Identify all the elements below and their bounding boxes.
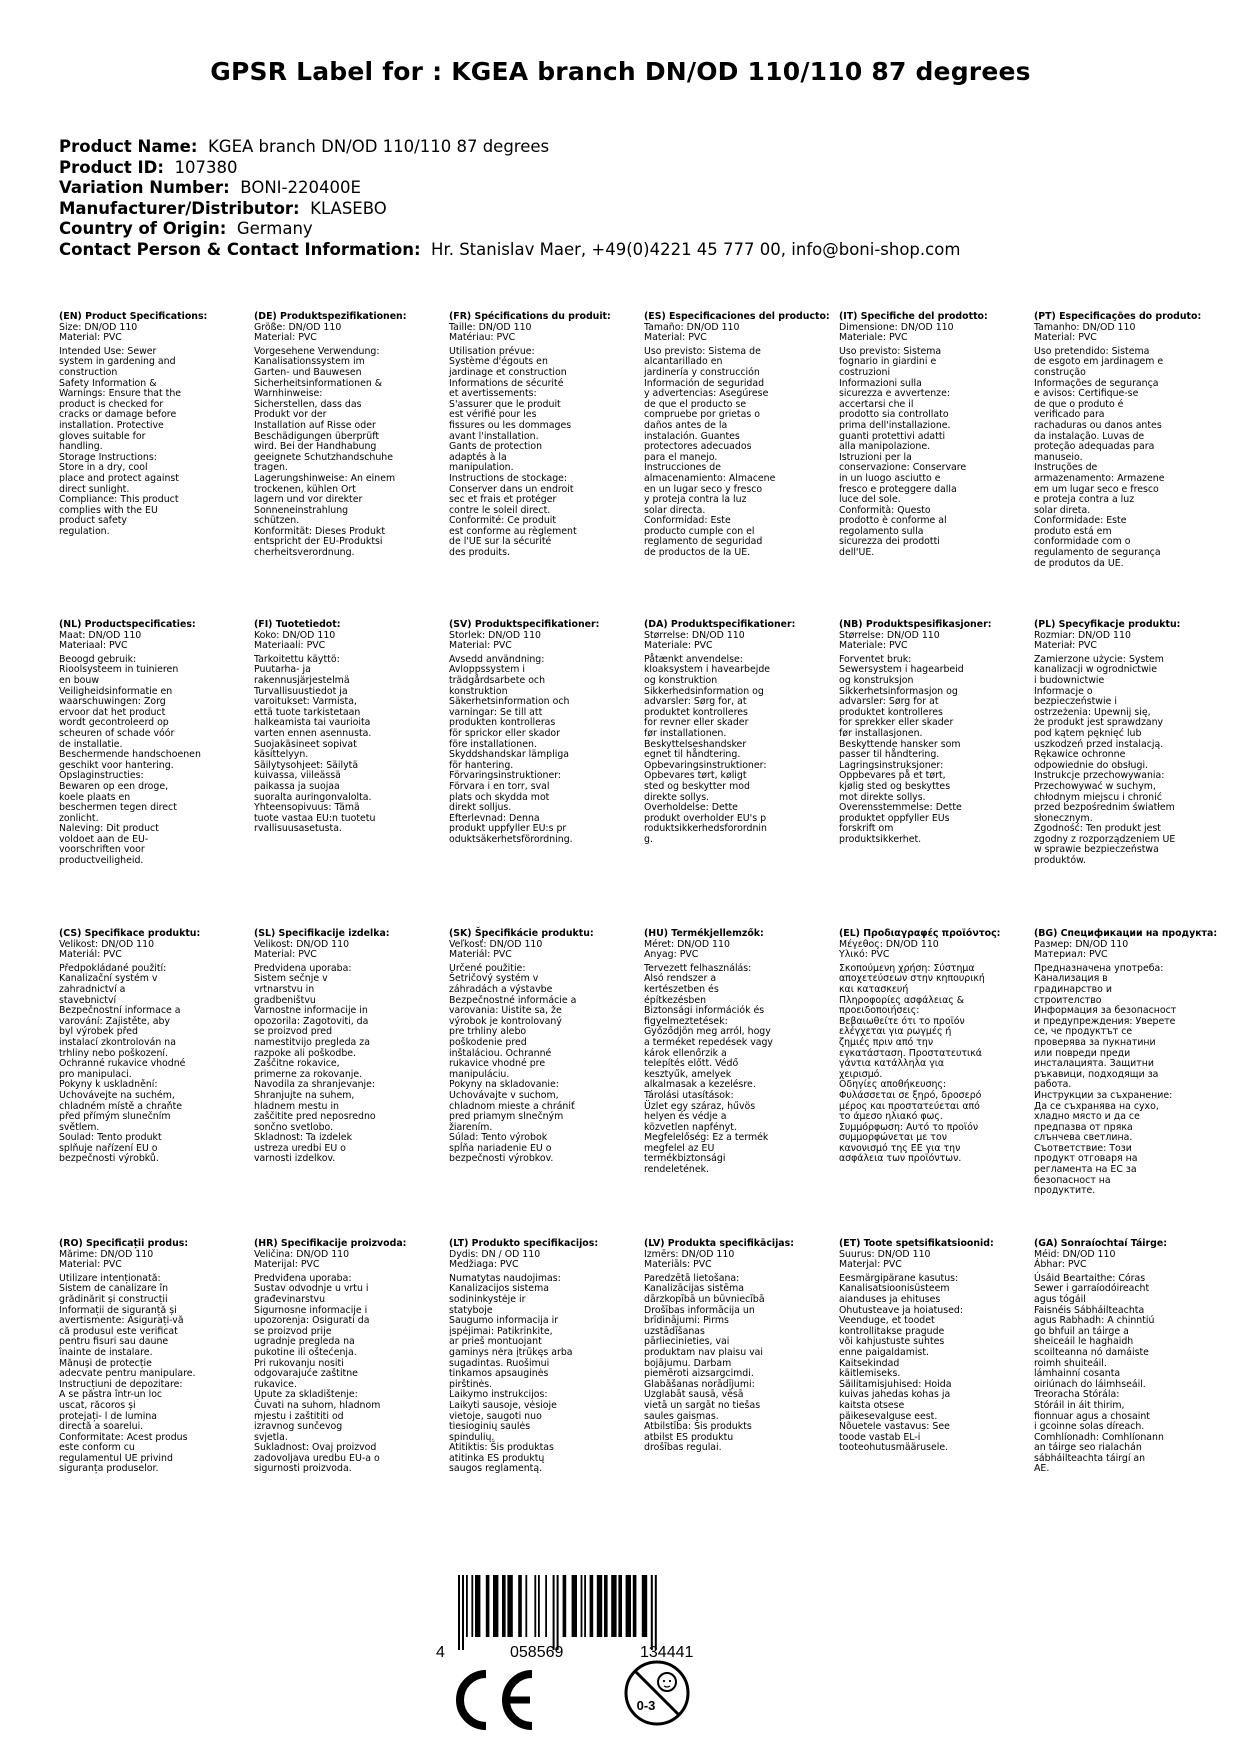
spec-block <box>449 929 639 1165</box>
spec-line: Uso pretendido: Sistema de esgoto em jardinagem e construção <box>1034 345 1164 378</box>
spec-block <box>449 1239 639 1475</box>
spec-line: Bezpečnostné informácie a varovania: Uistite sa, že výrobok je kontrolovaný pre trhliny alebo poškodenie pred inštaláciou. Ochranné rukavice vhodné pre manipuláciu. <box>449 994 577 1080</box>
spec-line: Megfelelőség: Ez a termék megfelel az EU termékbiztonsági rendeletének. <box>644 1132 769 1176</box>
spec-line: Instrucțiuni de depozitare: A se păstra într-un loc uscat, răcoros și protejați- l de lumina directă a soarelui. <box>59 1378 183 1433</box>
spec-line: Påtænkt anvendelse: kloaksystem i havearbejde og konstruktion <box>644 653 771 686</box>
spec-heading: (ES) Especificaciones del producto: <box>644 311 830 322</box>
spec-line: Informations de sécurité et avertissements: S'assurer que le produit est vérifié pour les fissures ou les dommages avant l'installation. Gants de protection adaptés à la manipulation. <box>449 377 572 474</box>
spec-line: Materiał: PVC <box>1034 640 1097 652</box>
spec-line: Atitiktis: Šis produktas atitinka ES produktų saugos reglamentą. <box>449 1442 554 1475</box>
spec-heading: (CS) Specifikace produktu: <box>59 928 201 939</box>
spec-block <box>1034 1239 1224 1475</box>
spec-line: Turvallisuustiedot ja varoitukset: Varmista, että tuote tarkistetaan halkeamista tai vaurioita varten ennen asennusta. Suojakäsineet sopivat käsittelyyn. <box>254 685 372 761</box>
spec-line: Rozmiar: DN/OD 110 <box>1034 629 1131 641</box>
spec-heading: (BG) Спецификации на продукта: <box>1034 928 1218 939</box>
barcode-bar <box>553 1575 555 1650</box>
info-row <box>59 219 960 240</box>
barcode-bar <box>534 1575 536 1637</box>
barcode-bar <box>538 1575 540 1637</box>
info-label: Contact Person & Contact Information: <box>59 239 421 259</box>
spec-line: Faisnéis Sábháilteachta agus Rabhadh: A chinntiú go bhfuil an táirge a sheiceáil le haghaidh scoilteanna nó damáiste roimh shuiteáil. lámhainní cosanta oiriúnach do láimhseáil. <box>1034 1304 1155 1390</box>
spec-heading: (DA) Produktspecifikationer: <box>644 619 796 630</box>
barcode-digits: 4 <box>436 1644 445 1660</box>
barcode-digits: 058569 <box>510 1644 564 1660</box>
spec-line: Materiale: PVC <box>839 332 908 344</box>
spec-block <box>1034 929 1224 1197</box>
spec-line: Størrelse: DN/OD 110 <box>839 629 940 641</box>
spec-line: Forventet bruk: Sewersystem i hagearbeid og konstruksjon <box>839 653 964 686</box>
spec-line: Lagerungshinweise: An einem trockenen, kühlen Ort lagern und vor direkter Sonneneinstrahlung schützen. <box>254 472 396 527</box>
spec-line: Izmērs: DN/OD 110 <box>644 1248 735 1260</box>
spec-line: Materiale: PVC <box>644 640 713 652</box>
barcode-bar <box>458 1575 460 1650</box>
spec-heading: (FR) Spécifications du produit: <box>449 311 611 322</box>
spec-line: Οδηγίες αποθήκευσης: Φυλάσσεται σε ξηρό, δροσερό μέρος και προστατεύεται από το άμεσο ηλιακό φως. <box>839 1079 982 1123</box>
spec-line: Predviđena uporaba: Sustav odvodnje u vrtu i građevinarstvu <box>254 1272 369 1305</box>
spec-line: Informacje o bezpieczeństwie i ostrzeżenia: Upewnij się, że produkt jest sprawdzany pod kątem pęknięć lub uszkodzeń przed instalacją. Rękawice ochronne odpowiednie do obsługi. <box>1034 685 1164 771</box>
spec-line: Informații de siguranță și avertismente: Asigurați-vă că produsul este verificat pentru fisuri sau daune înainte de instalare. Mănuși de protecție adecvate pentru manipulare. <box>59 1304 196 1380</box>
spec-line: Maat: DN/OD 110 <box>59 629 142 641</box>
spec-line: Paredzētā lietošana: Kanalizācijas sistēma dārzkopībā un būvniecībā <box>644 1272 765 1305</box>
spec-line: Conformità: Questo prodotto è conforme al regolamento sulla sicurezza dei prodotti dell'UE. <box>839 504 947 559</box>
spec-block <box>644 620 834 845</box>
spec-block <box>1034 312 1224 569</box>
spec-line: Předpokládané použití: Kanalizační systém v zahradnictví a stavebnictví <box>59 962 167 1006</box>
info-row <box>59 178 960 199</box>
spec-line: Размер: DN/OD 110 <box>1034 938 1129 950</box>
spec-line: Storage Instructions: Store in a dry, cool place and protect against direct sunlight. <box>59 451 179 495</box>
spec-line: Comhlíonadh: Comhlíonann an táirge seo rialachán sábháilteachta táirgí an AE. <box>1034 1431 1164 1475</box>
spec-line: Úsáid Beartaithe: Córas Sewer i garraíodóireacht agus tógáil <box>1034 1272 1150 1305</box>
spec-line: Πληροφορίες ασφάλειας & προειδοποιήσεις: Βεβαιωθείτε ότι το προϊόν ελέγχεται για ρωγμές ή ζημιές πριν από την εγκατάσταση. Προστατευτικά γάντια κατάλληλα για χειρισμό. <box>839 994 982 1080</box>
spec-line: Eesmärgipärane kasutus: Kanalisatsioonisüsteem aianduses ja ehituses <box>839 1272 959 1305</box>
spec-line: Pokyny k uskladnění: Uchovávejte na suchém, chladném místě a chraňte před přímým slunečním světlem. <box>59 1079 183 1133</box>
spec-line: Ohutusteave ja hoiatused: Veenduge, et toodet kontrollitakse pragude või kahjustuste suhtes enne paigaldamist. Kaitsekindad käitlemiseks. <box>839 1304 963 1380</box>
spec-line: Storlek: DN/OD 110 <box>449 629 542 641</box>
spec-line: Glabāšanas norādījumi: Uzglabāt sausā, vēsā vietā un sargāt no tiešas saules gaismas. <box>644 1378 761 1422</box>
spec-line: Atbilstība: Šis produkts atbilst ES produktu drošības regulai. <box>644 1421 752 1454</box>
spec-line: Säilytysohjeet: Säilytä kuivassa, viileässä paikassa ja suojaa suoralta auringonvalolta. <box>254 759 372 803</box>
spec-line: Nõuetele vastavus: See toode vastab EL-i tooteohutusmäärusele. <box>839 1421 950 1454</box>
spec-line: Utilisation prévue: Système d'égouts en jardinage et construction <box>449 345 567 378</box>
spec-heading: (LV) Produkta specifikācijas: <box>644 1238 794 1249</box>
spec-line: Utilizare intenționată: Sistem de canalizare în grădinărit și construcții <box>59 1272 169 1305</box>
spec-line: Skladnost: Ta izdelek ustreza uredbi EU o varnosti izdelkov. <box>254 1132 353 1165</box>
info-value: BONI-220400E <box>240 178 361 198</box>
spec-heading: (LT) Produkto specifikacijos: <box>449 1238 599 1249</box>
age-warning-icon <box>622 1658 692 1728</box>
spec-line: Tamaño: DN/OD 110 <box>644 321 740 333</box>
spec-line: Größe: DN/OD 110 <box>254 321 342 333</box>
spec-line: Upute za skladištenje: Čuvati na suhom, hladnom mjestu i zaštititi od izravnog sunčevog svjetla. <box>254 1389 381 1443</box>
spec-line: Koko: DN/OD 110 <box>254 629 336 641</box>
spec-block <box>839 929 1029 1165</box>
spec-line: Tamanho: DN/OD 110 <box>1034 321 1136 333</box>
spec-line: Drošības informācija un brīdinājumi: Pirms uzstādīšanas pārliecinieties, vai produktam nav plaisu vai bojājumu. Darbam piemēroti aizsargcimdi. <box>644 1304 764 1380</box>
spec-line: Informações de segurança e avisos: Certifique-se de que o produto é verificado para rachaduras ou danos antes da instalação. Luvas de proteção adequadas para manuseio. <box>1034 377 1162 463</box>
spec-line: Информация за безопасност и предупреждения: Уверете се, че продуктът се проверява за пукнатини или повреди преди инсталацията. Защитни ръкавици, подходящи за работа. <box>1034 1005 1177 1091</box>
spec-line: Taille: DN/OD 110 <box>449 321 532 333</box>
spec-block <box>644 312 834 559</box>
spec-line: Ábhar: PVC <box>1034 1259 1087 1271</box>
barcode-bar <box>655 1575 657 1650</box>
spec-line: Sikkerhetsinformasjon og advarsler: Sørg for at produktet kontrolleres for sprekker eller skader før installasjonen. Beskyttende hansker som passer til håndtering. <box>839 685 961 761</box>
spec-line: Størrelse: DN/OD 110 <box>644 629 745 641</box>
spec-line: Laikymo instrukcijos: Laikyti sausoje, vėsioje vietoje, saugoti nuo tiesioginių saulės spindulių. <box>449 1389 557 1443</box>
spec-line: Sikkerhedsinformation og advarsler: Sørg for, at produktet kontrolleres for revner eller skader før installationen. Beskyttelseshandsker egnet til håndtering. <box>644 685 764 761</box>
spec-block <box>449 312 639 559</box>
spec-line: Förvaringsinstruktioner: Förvara i en torr, sval plats och skydda mot direkt solljus. <box>449 770 562 814</box>
spec-line: Material: PVC <box>59 332 122 344</box>
barcode-bar <box>604 1575 608 1637</box>
barcode-bar <box>545 1575 547 1637</box>
spec-line: Zamierzone użycie: System kanalizacji w ogrodnictwie i budownictwie <box>1034 653 1164 686</box>
spec-heading: (DE) Produktspezifikationen: <box>254 311 407 322</box>
spec-heading: (IT) Specifiche del prodotto: <box>839 311 988 322</box>
spec-heading: (HU) Termékjellemzők: <box>644 928 764 939</box>
barcode-bar <box>557 1575 559 1650</box>
spec-line: Medžiaga: PVC <box>449 1259 519 1271</box>
spec-line: Soulad: Tento produkt splňuje nařízení EU o bezpečnosti výrobků. <box>59 1132 162 1165</box>
barcode-digits: 134441 <box>640 1644 694 1660</box>
spec-line: Naleving: Dit product voldoet aan de EU- voorschriften voor productveiligheid. <box>59 823 159 867</box>
spec-line: Súlad: Tento výrobok spĺňa nariadenie EU o bezpečnosti výrobkov. <box>449 1132 554 1165</box>
spec-line: Beoogd gebruik: Rioolsysteem in tuinieren en bouw <box>59 653 179 686</box>
spec-line: Material: PVC <box>254 332 317 344</box>
spec-heading: (NL) Productspecificaties: <box>59 619 196 630</box>
info-row <box>59 240 960 261</box>
spec-line: Материал: PVC <box>1034 949 1108 961</box>
spec-heading: (NB) Produktspesifikasjoner: <box>839 619 992 630</box>
spec-heading: (RO) Specificații produs: <box>59 1238 189 1249</box>
spec-line: Sukladnost: Ovaj proizvod zadovoljava uredbu EU-a o sigurnosti proizvoda. <box>254 1442 380 1475</box>
spec-line: Materiál: PVC <box>449 949 512 961</box>
spec-line: Biztonsági információk és figyelmeztetések: Győződjön meg arról, hogy a terméket repedések vagy károk ellenőrzik a telepítés előtt. Védő kesztyűk, amelyek alkalmasak a kezelésre. <box>644 1005 773 1091</box>
spec-line: Säilitamisjuhised: Hoida kuivas jahedas kohas ja kaitsta otsese päikesevalguse eest. <box>839 1378 952 1422</box>
barcode-bar <box>651 1575 653 1650</box>
info-label: Product ID: <box>59 157 164 177</box>
spec-line: Predvidena uporaba: Sistem sečnje v vrtnarstvu in gradbeništvu <box>254 962 352 1006</box>
spec-line: Materijal: PVC <box>254 1259 320 1271</box>
spec-heading: (PL) Specyfikacje produktu: <box>1034 619 1181 630</box>
spec-line: Istruzioni per la conservazione: Conservare in un luogo asciutto e fresco e proteggere dalla luce del sole. <box>839 451 967 506</box>
spec-block <box>254 620 444 835</box>
spec-block <box>59 929 249 1165</box>
spec-line: Material: PVC <box>449 640 512 652</box>
spec-line: Matériau: PVC <box>449 332 516 344</box>
spec-line: Lagringsinstruksjoner: Oppbevares på et tørt, kjølig sted og beskyttes mot direkte sollys. <box>839 759 951 803</box>
barcode-bar <box>642 1575 647 1637</box>
spec-block <box>644 929 834 1176</box>
spec-line: Veľkosť: DN/OD 110 <box>449 938 543 950</box>
spec-heading: (EN) Product Specifications: <box>59 311 208 322</box>
barcode-bar <box>581 1575 583 1637</box>
spec-line: Velikost: DN/OD 110 <box>254 938 350 950</box>
info-label: Manufacturer/Distributor: <box>59 198 300 218</box>
spec-line: Tárolási utasítások: Üzlet egy száraz, hűvös helyen és védje a közvetlen napfényt. <box>644 1089 756 1133</box>
spec-line: Conformitate: Acest produs este conform cu regulamentul UE privind siguranța produselor. <box>59 1431 188 1475</box>
page-title: GPSR Label for : KGEA branch DN/OD 110/110 87 degrees <box>210 57 1031 86</box>
spec-line: Materiaal: PVC <box>59 640 128 652</box>
spec-line: Dimensione: DN/OD 110 <box>839 321 954 333</box>
barcode-bar <box>466 1575 468 1637</box>
spec-line: Material: PVC <box>644 332 707 344</box>
info-value: Hr. Stanislav Maer, +49(0)4221 45 777 00, info@boni-shop.com <box>431 239 961 259</box>
info-label: Variation Number: <box>59 178 230 198</box>
spec-line: Informazioni sulla sicurezza e avvertenze: accertarsi che il prodotto sia controllato prima dell'installazione. guanti protettivi adatti alla manipolazione. <box>839 377 951 453</box>
spec-line: Materiāls: PVC <box>644 1259 712 1271</box>
spec-block <box>644 1239 834 1454</box>
spec-line: Sigurnosne informacije i upozorenja: Osigurati da se proizvod prije ugradnje pregleda na pukotine ili oštećenja. Pri rukovanju nositi odgovarajuće zaštitne rukavice. <box>254 1304 370 1390</box>
barcode-bar <box>471 1575 473 1637</box>
spec-heading: (ET) Toote spetsifikatsioonid: <box>839 1238 994 1249</box>
spec-line: Overholdelse: Dette produkt overholder EU's p roduktsikkerhedsforordnin g. <box>644 802 767 845</box>
spec-heading: (EL) Προδιαγραφές προϊόντος: <box>839 928 1001 939</box>
spec-line: Velikost: DN/OD 110 <box>59 938 155 950</box>
spec-line: Vorgesehene Verwendung: Kanalisationssystem im Garten- und Bauwesen <box>254 345 380 378</box>
spec-block <box>839 312 1029 559</box>
barcode-bar <box>493 1575 498 1637</box>
spec-line: Instruções de armazenamento: Armazene em um lugar seco e fresco e proteja contra a luz solar direta. <box>1034 462 1165 516</box>
spec-line: Opbevaringsinstruktioner: Opbevares tørt, køligt sted og beskytter mod direkte sollys. <box>644 759 767 803</box>
info-value: KLASEBO <box>310 198 387 218</box>
spec-line: Intended Use: Sewer system in gardening and construction <box>59 345 176 378</box>
spec-line: Conformité: Ce produit est conforme au règlement de l'UE sur la sécurité des produits. <box>449 515 577 559</box>
spec-block <box>1034 620 1224 867</box>
spec-line: Instrukcje przechowywania: Przechowywać w suchym, chłodnym miejscu i chronić przed bezpośrednim światłem słonecznym. <box>1034 770 1175 824</box>
info-row <box>59 199 960 220</box>
spec-line: Instrucciones de almacenamiento: Almacene en un lugar seco y fresco y proteja contra la luz solar directa. <box>644 462 776 516</box>
info-label: Country of Origin: <box>59 219 227 239</box>
barcode-bar <box>525 1575 527 1637</box>
spec-line: Material: PVC <box>59 1259 122 1271</box>
spec-line: Safety Information & Warnings: Ensure that the product is checked for cracks or damage before installation. Protective gloves suitable for handling. <box>59 377 182 453</box>
spec-heading: (SL) Specifikacije izdelka: <box>254 928 390 939</box>
spec-block <box>449 620 639 845</box>
spec-line: Treoracha Stórála: Stóráil in áit thirim, fionnuar agus a chosaint i gcoinne solas díreach. <box>1034 1389 1150 1433</box>
info-row <box>59 137 960 158</box>
barcode-bar <box>563 1575 567 1637</box>
spec-line: Conformidade: Este produto está em conformidade com o regulamento de segurança de produtos da UE. <box>1034 515 1161 569</box>
barcode-bar <box>584 1575 586 1637</box>
spec-block <box>59 620 249 867</box>
spec-line: Veiligheidsinformatie en waarschuwingen: Zorg ervoor dat het product wordt gecontroleerd op scheuren of schade vóór de installatie. Beschermende handschoenen geschikt voor hantering. <box>59 685 201 771</box>
spec-line: Materiál: PVC <box>59 949 122 961</box>
spec-line: Uso previsto: Sistema fognario in giardini e costruzioni <box>839 345 942 378</box>
info-value: KGEA branch DN/OD 110/110 87 degrees <box>207 137 550 156</box>
spec-line: Yhteensopivuus: Tämä tuote vastaa EU:n tuotetu rvallisuusasetusta. <box>254 802 376 835</box>
spec-heading: (FI) Tuotetiedot: <box>254 619 341 630</box>
spec-line: Určené použitie: Šetričový systém v záhradách a výstavbe <box>449 962 553 995</box>
info-label: Product Name: <box>59 137 198 156</box>
spec-block <box>254 929 444 1165</box>
spec-line: Instructions de stockage: Conserver dans un endroit sec et frais et protéger contre le soleil direct. <box>449 472 574 516</box>
spec-heading: (SV) Produktspecifikationer: <box>449 619 600 630</box>
spec-line: Material: PVC <box>1034 332 1097 344</box>
spec-line: Υλικό: PVC <box>839 949 890 961</box>
spec-line: Tarkoitettu käyttö: Puutarha- ja rakennusjärjestelmä <box>254 653 350 686</box>
spec-line: Dydis: DN / OD 110 <box>449 1248 541 1260</box>
spec-line: Mărime: DN/OD 110 <box>59 1248 154 1260</box>
info-row <box>59 158 960 179</box>
spec-line: Pokyny na skladovanie: Uchovávajte v suchom, chladnom mieste a chrániť pred priamym slnečným žiarením. <box>449 1079 575 1133</box>
barcode-bar <box>633 1575 637 1637</box>
spec-line: Compliance: This product complies with the EU product safety regulation. <box>59 494 179 537</box>
spec-heading: (SK) Špecifikácie produktu: <box>449 928 594 939</box>
age-range-label: 0-3 <box>636 1698 656 1713</box>
spec-line: Materjal: PVC <box>839 1259 902 1271</box>
spec-line: Säkerhetsinformation och varningar: Se till att produkten kontrolleras för sprickor eller skador före installationen. Skyddshandskar lämpliga för hantering. <box>449 696 570 771</box>
barcode-bar <box>618 1575 622 1637</box>
barcode-bar <box>597 1575 602 1637</box>
spec-heading: (HR) Specifikacije proizvoda: <box>254 1238 407 1249</box>
spec-heading: (PT) Especificações do produto: <box>1034 311 1202 322</box>
spec-line: Overensstemmelse: Dette produktet oppfyller EUs forskrift om produktsikkerhet. <box>839 802 962 845</box>
barcode-bar <box>518 1575 522 1637</box>
barcode-bar <box>507 1575 512 1637</box>
spec-block <box>59 1239 249 1475</box>
spec-block <box>254 312 444 559</box>
spec-block <box>59 312 249 537</box>
info-value: Germany <box>236 219 313 239</box>
spec-line: Предназначена употреба: Канализация в градинарство и строителство <box>1034 962 1164 1006</box>
spec-line: Numatytas naudojimas: Kanalizacijos sistema sodininkystėje ir statyboje <box>449 1272 561 1316</box>
spec-line: Méret: DN/OD 110 <box>644 938 730 950</box>
spec-line: Opslaginstructies: Bewaren op een droge, koele plaats en beschermen tegen direct zonlicht. <box>59 770 177 824</box>
spec-line: Materiale: PVC <box>839 640 908 652</box>
spec-line: Инструкции за съхранение: Да се съхранява на сухо, хладно място и да се предпазва от пряка слънчева светлина. <box>1034 1089 1173 1144</box>
spec-line: Veličina: DN/OD 110 <box>254 1248 350 1260</box>
barcode-bar <box>486 1575 490 1637</box>
spec-line: Avsedd användning: Avloppssystem i trädgårdsarbete och konstruktion <box>449 653 546 697</box>
spec-line: Suurus: DN/OD 110 <box>839 1248 931 1260</box>
barcode-bar <box>462 1575 464 1650</box>
spec-line: Efterlevnad: Denna produkt uppfyller EU:s pr oduktsäkerhetsförordning. <box>449 812 573 845</box>
spec-line: Anyag: PVC <box>644 949 699 961</box>
spec-line: Información de seguridad y advertencias: Asegúrese de que el producto se compruebe por grietas o daños antes de la instalación. Guantes protectores adecuados para el manejo. <box>644 377 769 463</box>
spec-line: Varnostne informacije in opozorila: Zagotoviti, da se proizvod pred namestitvijo pregleda za razpoke ali poškodbe. Zaščitne rokavice, primerne za rokovanje. <box>254 1005 370 1080</box>
spec-line: Uso previsto: Sistema de alcantarillado en jardinería y construcción <box>644 345 761 378</box>
spec-line: Μέγεθος: DN/OD 110 <box>839 938 939 950</box>
barcode-bar <box>626 1575 631 1637</box>
spec-line: Materiaali: PVC <box>254 640 326 652</box>
spec-line: Méid: DN/OD 110 <box>1034 1248 1116 1260</box>
barcode-bar <box>611 1575 616 1637</box>
spec-line: Konformität: Dieses Produkt entspricht der EU-Produktsi cherheitsverordnung. <box>254 525 386 559</box>
spec-line: Size: DN/OD 110 <box>59 321 138 333</box>
spec-line: Material: PVC <box>254 949 317 961</box>
spec-line: Conformidad: Este producto cumple con el reglamento de seguridad de productos de la UE. <box>644 515 763 559</box>
spec-line: Zgodność: Ten produkt jest zgodny z rozporządzeniem UE w sprawie bezpieczeństwa produktów. <box>1034 823 1176 867</box>
spec-block <box>839 620 1029 845</box>
info-value: 107380 <box>174 157 238 177</box>
ce-mark-icon <box>448 1668 538 1732</box>
spec-line: Navodila za shranjevanje: Shranjujte na suhem, hladnem mestu in zaščitite pred neposredno sončno svetlobo. <box>254 1079 376 1133</box>
barcode-bar <box>590 1575 594 1637</box>
spec-line: Σκοπούμενη χρήση: Σύστημα αποχετεύσεων στην κηπουρική και κατασκευή <box>839 962 985 995</box>
product-info <box>59 137 960 261</box>
barcode-bar <box>475 1575 480 1637</box>
spec-block <box>254 1239 444 1475</box>
barcode-bar <box>572 1575 577 1637</box>
barcode-bar <box>502 1575 506 1637</box>
spec-line: Bezpečnostní informace a varování: Zajistěte, aby byl výrobek před instalací zkontrolován na trhliny nebo poškození. Ochranné rukavice vhodné pro manipulaci. <box>59 1005 186 1080</box>
spec-block <box>839 1239 1029 1454</box>
spec-line: Saugumo informacija ir įspėjimai: Patikrinkite, ar prieš montuojant gaminys nėra įtrūkęs arba sugadintas. Ruošimui tinkamos apsauginės pirštinės. <box>449 1315 573 1390</box>
spec-heading: (GA) Sonraíochtaí Táirge: <box>1034 1238 1167 1249</box>
barcode <box>430 1575 750 1660</box>
spec-line: Съответствие: Този продукт отговаря на регламента на ЕС за безопасност на продуктите. <box>1034 1142 1138 1197</box>
spec-line: Tervezett felhasználás: Alsó rendszer a kertészetben és építkezésben <box>644 962 752 1006</box>
spec-line: Sicherheitsinformationen & Warnhinweise: Sicherstellen, dass das Produkt vor der Installation auf Risse oder Beschädigungen überprüft wird. Bei der Handhabung geeignete Schutzhandschuhe tragen. <box>254 377 393 474</box>
spec-line: Συμμόρφωση: Αυτό το προϊόν συμμορφώνεται με τον κανονισμό της ΕΕ για την ασφάλεια των προϊόντων. <box>839 1121 979 1165</box>
